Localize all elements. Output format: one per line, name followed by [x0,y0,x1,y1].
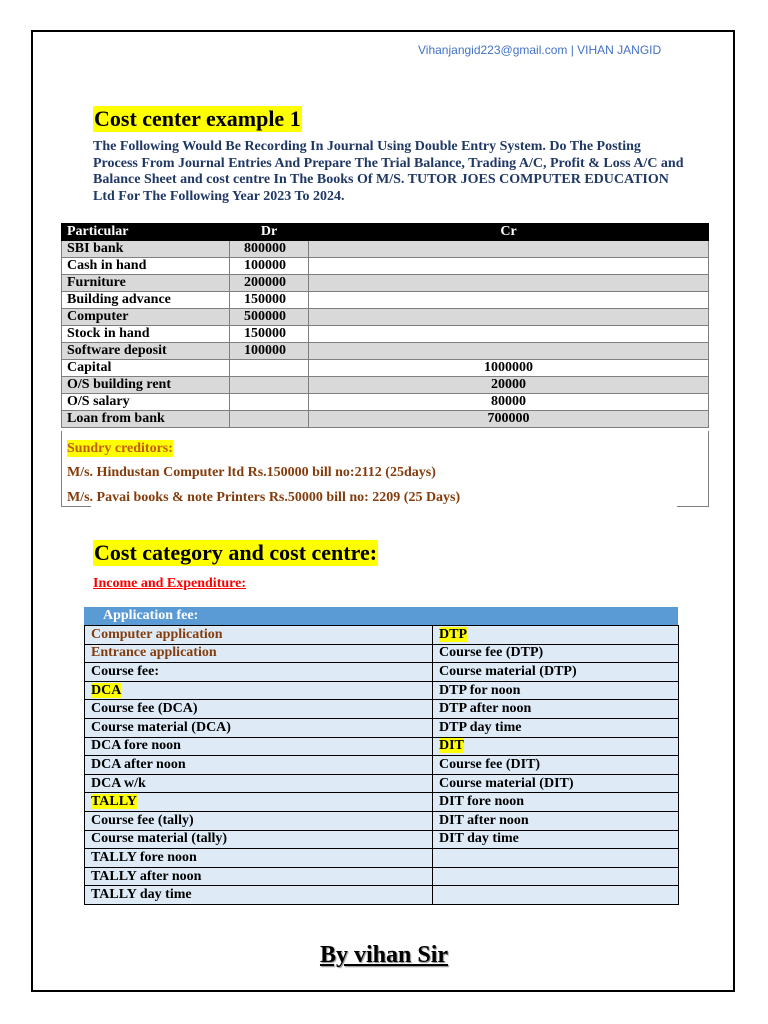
table-row [62,292,709,309]
cell-text: DTP day time [439,719,522,735]
cell-dr: 800000 [230,241,309,258]
cell-text: DIT after noon [439,812,529,828]
header-particular: Particular [62,224,230,241]
cell-cr [309,326,709,343]
footer-signature: By vihan Sir [319,942,449,968]
cell-right [433,626,679,645]
cell-text: TALLY after noon [91,868,202,884]
cell-dr: 100000 [230,258,309,275]
table-row [85,886,679,905]
cell-dr: 150000 [230,292,309,309]
cell-cr: 20000 [309,377,709,394]
cell-left [85,793,433,812]
sundry-line: M/s. Pavai books & note Printers Rs.50000 bill no: 2209 (25 Days) [67,490,461,505]
table-row [62,360,709,377]
cell-text: DCA after noon [91,756,186,772]
table-row [62,241,709,258]
cell-particular: Loan from bank [62,411,230,428]
cell-particular: Cash in hand [62,258,230,275]
cell-particular: SBI bank [62,241,230,258]
cell-dr [230,377,309,394]
cell-particular: Building advance [62,292,230,309]
cell-left [85,644,433,663]
cell-right [433,681,679,700]
cell-dr: 100000 [230,343,309,360]
table-row [85,700,679,719]
table-row [85,626,679,645]
divider [677,506,709,507]
sundry-title: Sundry creditors: [67,441,173,456]
cell-text: Course fee (DCA) [91,701,198,717]
cell-cr [309,292,709,309]
table-row [85,849,679,868]
cell-cr [309,241,709,258]
cell-particular: Capital [62,360,230,377]
cell-text: Course material (tally) [91,831,228,847]
cell-left [85,718,433,737]
cost-table-header: Application fee: [84,607,678,625]
cell-text: DIT [439,738,464,754]
table-row [85,718,679,737]
cell-right [433,663,679,682]
cell-text: Course fee (tally) [91,812,194,828]
table-row [62,394,709,411]
cell-right [433,886,679,905]
cell-text: DCA fore noon [91,738,181,754]
cell-dr: 200000 [230,275,309,292]
cell-left [85,811,433,830]
header-cr: Cr [309,224,709,241]
cell-dr: 500000 [230,309,309,326]
table-row [62,309,709,326]
header-dr: Dr [230,224,309,241]
table-row [85,774,679,793]
cell-dr: 150000 [230,326,309,343]
cell-left [85,663,433,682]
cell-text: DTP for noon [439,682,521,698]
cell-right [433,644,679,663]
cell-text: Course material (DTP) [439,663,577,679]
cell-text: DCA w/k [91,775,146,791]
section-title: Cost category and cost centre: [94,540,378,565]
cell-text: TALLY [91,794,137,810]
cell-right [433,867,679,886]
table-row [62,258,709,275]
page-title: Cost center example 1 [94,106,301,131]
table-row [85,867,679,886]
cell-dr [230,360,309,377]
table-header-row [62,224,709,241]
cell-right [433,737,679,756]
cell-text: DIT fore noon [439,794,525,810]
table-row [85,681,679,700]
cell-cr: 1000000 [309,360,709,377]
cell-cr [309,275,709,292]
cell-particular: O/S salary [62,394,230,411]
cell-left [85,867,433,886]
table-row [85,644,679,663]
table-row [62,275,709,292]
cell-particular: Furniture [62,275,230,292]
cell-cr: 80000 [309,394,709,411]
cell-text: Course fee (DIT) [439,756,541,772]
table-row [85,793,679,812]
cell-left [85,849,433,868]
intro-paragraph: The Following Would Be Recording In Journal Using Double Entry System. Do The Posting Process From Journal Entries And Prepare The Trial Balance, Trading A/C, Profit & Loss A/C and Balance Sheet and cost centre In The Books Of M/S. TUTOR JOES COMPUTER EDUCATION Ltd For The Following Year 2023 To 2024. [93,139,684,204]
cell-right [433,756,679,775]
cell-left [85,700,433,719]
table-row [85,756,679,775]
cell-text: Course fee: [91,663,160,679]
cell-text: Entrance application [91,645,217,661]
cell-dr [230,411,309,428]
cell-cr [309,343,709,360]
table-row [85,811,679,830]
cell-text: DIT day time [439,831,519,847]
cell-right [433,793,679,812]
header-contact: Vihanjangid223@gmail.com | VIHAN JANGID [418,43,662,57]
cell-particular: Software deposit [62,343,230,360]
cell-left [85,886,433,905]
cell-text: Computer application [91,626,223,642]
table-row [62,326,709,343]
table-row [62,343,709,360]
cell-text: DTP [439,626,467,642]
cell-text: TALLY day time [91,887,192,903]
table-row [62,377,709,394]
cell-particular: O/S building rent [62,377,230,394]
cell-right [433,718,679,737]
cell-cr: 700000 [309,411,709,428]
sundry-line: M/s. Hindustan Computer ltd Rs.150000 bill no:2112 (25days) [67,465,436,480]
cell-particular: Stock in hand [62,326,230,343]
cost-centre-table [84,625,679,905]
cell-left [85,774,433,793]
trial-balance-table [61,223,709,428]
cell-left [85,626,433,645]
table-row [85,663,679,682]
cell-left [85,756,433,775]
cell-right [433,774,679,793]
cell-right [433,849,679,868]
cell-text: Course fee (DTP) [439,645,544,661]
table-row [85,830,679,849]
table-row [85,737,679,756]
cell-right [433,811,679,830]
cell-left [85,737,433,756]
divider [61,506,91,507]
cell-dr [230,394,309,411]
cell-cr [309,258,709,275]
cell-right [433,830,679,849]
section-subtitle: Income and Expenditure: [93,576,246,591]
cell-right [433,700,679,719]
table-row [62,411,709,428]
cell-cr [309,309,709,326]
cell-text: DTP after noon [439,701,532,717]
cell-text: Course material (DCA) [91,719,231,735]
cell-text: DCA [91,682,122,698]
cell-left [85,681,433,700]
cell-left [85,830,433,849]
cell-text: TALLY fore noon [91,849,197,865]
cell-text: Course material (DIT) [439,775,574,791]
cell-particular: Computer [62,309,230,326]
